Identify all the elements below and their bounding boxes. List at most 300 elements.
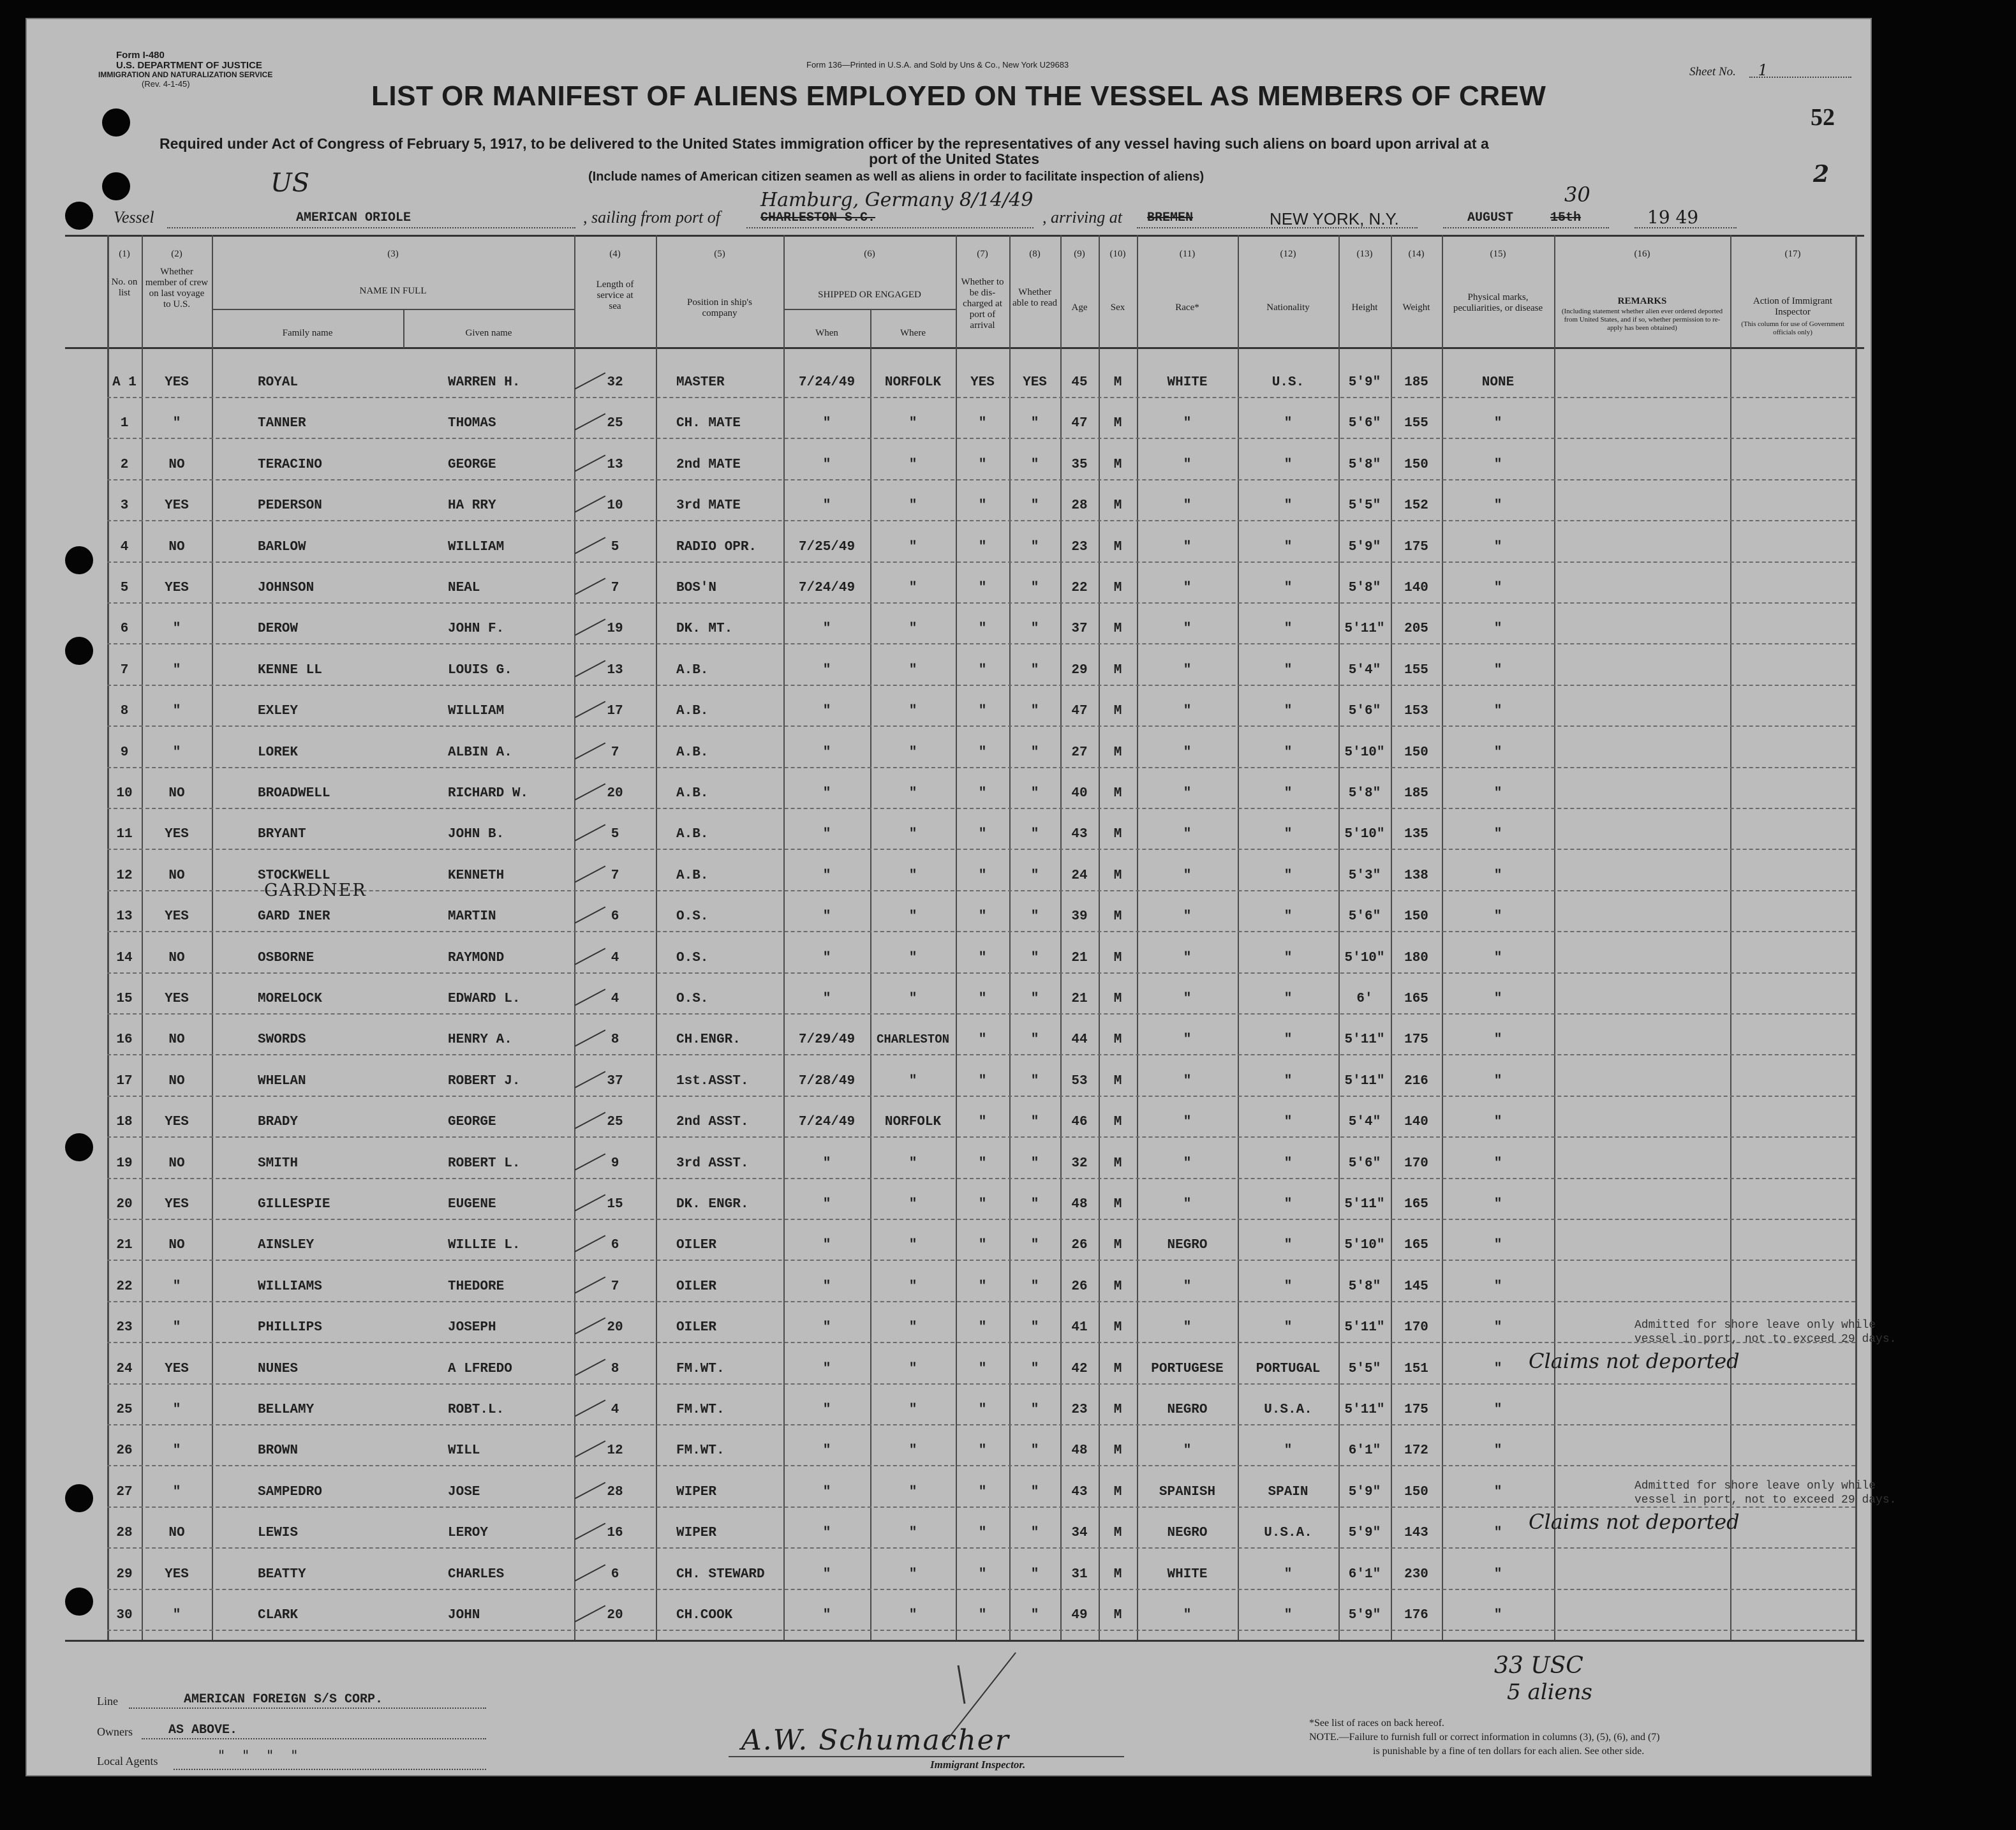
physical-marks-cell: " xyxy=(1493,786,1502,801)
list-number: 12 xyxy=(116,868,133,883)
race-cell: " xyxy=(1183,498,1192,514)
shipped-where-cell: " xyxy=(908,909,917,925)
agents-underline xyxy=(174,1769,486,1770)
discharged-cell: " xyxy=(978,868,987,883)
list-number: 28 xyxy=(116,1526,133,1541)
service-length-cell: 7 xyxy=(611,868,619,883)
column-number: (11) xyxy=(1179,249,1196,259)
subheader-line-6 xyxy=(783,309,956,310)
shipped-where-cell: " xyxy=(908,498,917,514)
age-cell: 35 xyxy=(1071,457,1088,472)
height-cell: 6'1" xyxy=(1348,1443,1381,1459)
column-number: (5) xyxy=(714,249,725,259)
owners-label: Owners xyxy=(97,1725,133,1738)
physical-marks-cell: " xyxy=(1493,1032,1502,1048)
row-rule xyxy=(107,1342,1855,1343)
nationality-cell: " xyxy=(1284,1566,1293,1582)
shipped-where-cell: " xyxy=(908,416,917,431)
race-cell: SPANISH xyxy=(1159,1484,1216,1499)
weight-cell: 180 xyxy=(1404,950,1428,965)
given-name-cell: NEAL xyxy=(448,581,480,595)
weight-cell: 165 xyxy=(1404,1197,1428,1212)
service-length-cell: 16 xyxy=(607,1526,623,1541)
physical-marks-cell: " xyxy=(1493,745,1502,760)
family-name-cell: BRADY xyxy=(258,1115,299,1130)
family-name-cell: DEROW xyxy=(258,621,299,637)
age-cell: 41 xyxy=(1071,1320,1088,1335)
date-underline xyxy=(1443,227,1609,228)
tally-line-1: 33 USC xyxy=(1494,1653,1583,1679)
age-cell: 53 xyxy=(1071,1073,1088,1089)
position-cell: OILER xyxy=(676,1238,717,1253)
sex-cell: M xyxy=(1113,868,1122,883)
family-name-cell: AINSLEY xyxy=(258,1238,315,1253)
punch-hole-mark xyxy=(65,1588,93,1616)
nationality-cell: " xyxy=(1284,1073,1293,1089)
given-name-cell: A LFREDO xyxy=(448,1361,512,1376)
row-rule xyxy=(107,438,1855,439)
header-when: When xyxy=(815,328,838,338)
race-cell: WHITE xyxy=(1167,1566,1208,1582)
given-name-cell: WILLIE L. xyxy=(448,1238,521,1253)
service-length-cell: 8 xyxy=(611,1361,619,1376)
position-cell: FM.WT. xyxy=(676,1361,725,1376)
age-cell: 28 xyxy=(1071,498,1088,514)
family-name-cell: WHELAN xyxy=(258,1073,306,1089)
service-length-cell: 7 xyxy=(611,745,619,760)
last-voyage-cell: YES xyxy=(165,1361,189,1376)
row-rule xyxy=(107,1054,1855,1055)
column-number: (3) xyxy=(387,249,399,259)
discharged-cell: " xyxy=(978,1361,987,1376)
nationality-cell: " xyxy=(1284,457,1293,472)
physical-marks-cell: " xyxy=(1493,1526,1502,1541)
age-cell: 47 xyxy=(1071,704,1088,719)
punch-hole-mark xyxy=(102,108,130,137)
stamp-number: 52 xyxy=(1811,104,1835,131)
nationality-cell: " xyxy=(1284,416,1293,431)
family-name-cell: BRYANT xyxy=(258,827,306,842)
row-rule xyxy=(107,1630,1855,1631)
family-name-cell: PHILLIPS xyxy=(258,1320,322,1335)
able-to-read-cell: " xyxy=(1030,416,1039,431)
physical-marks-cell: " xyxy=(1493,621,1502,637)
punch-hole-mark xyxy=(65,637,93,665)
service-length-cell: 5 xyxy=(611,539,619,554)
sex-cell: M xyxy=(1113,375,1122,390)
shipped-where-cell: " xyxy=(908,1361,917,1376)
inspector-signature: A.W. Schumacher xyxy=(741,1724,1010,1757)
shipped-when-cell: " xyxy=(822,416,831,431)
shipped-when-cell: " xyxy=(822,868,831,883)
race-cell: WHITE xyxy=(1167,375,1208,390)
family-name-cell: GILLESPIE xyxy=(258,1197,330,1212)
year-underline xyxy=(1634,227,1737,228)
sex-cell: M xyxy=(1113,909,1122,925)
physical-marks-cell: " xyxy=(1493,1115,1502,1130)
service-length-cell: 28 xyxy=(607,1484,623,1499)
sex-cell: M xyxy=(1113,539,1122,554)
weight-cell: 176 xyxy=(1404,1608,1428,1623)
able-to-read-cell: " xyxy=(1030,827,1039,842)
height-cell: 5'10" xyxy=(1344,745,1385,760)
discharged-cell: " xyxy=(978,1443,987,1459)
physical-marks-cell: " xyxy=(1493,581,1502,595)
position-cell: BOS'N xyxy=(676,581,717,595)
list-number: 5 xyxy=(120,581,129,595)
race-cell: " xyxy=(1183,1073,1192,1089)
weight-cell: 140 xyxy=(1404,581,1428,595)
race-cell: " xyxy=(1183,1443,1192,1459)
race-cell: " xyxy=(1183,1197,1192,1212)
owners-value: AS ABOVE. xyxy=(168,1723,238,1737)
nationality-cell: " xyxy=(1284,827,1293,842)
given-name-cell: ROBERT L. xyxy=(448,1156,521,1171)
given-name-cell: LOUIS G. xyxy=(448,662,512,678)
shipped-where-cell: NORFOLK xyxy=(884,1115,942,1130)
race-cell: " xyxy=(1183,457,1192,472)
header-inspector-note: (This column for use of Government officials only) xyxy=(1741,320,1844,336)
height-cell: 5'9" xyxy=(1348,1608,1381,1623)
arriving-struck: BREMEN xyxy=(1147,211,1194,225)
list-number: 20 xyxy=(116,1197,133,1212)
race-cell: " xyxy=(1183,704,1192,719)
weight-cell: 175 xyxy=(1404,1032,1428,1048)
discharged-cell: " xyxy=(978,1115,987,1130)
discharged-cell: YES xyxy=(970,375,995,390)
sex-cell: M xyxy=(1113,786,1122,801)
last-voyage-cell: YES xyxy=(165,1197,189,1212)
family-name-cell: BELLAMY xyxy=(258,1402,315,1417)
shipped-when-cell: 7/24/49 xyxy=(798,375,856,390)
failure-note-cont: is punishable by a fine of ten dollars for each alien. See other side. xyxy=(1373,1746,1645,1757)
service-length-cell: 25 xyxy=(607,416,623,431)
age-cell: 49 xyxy=(1071,1608,1088,1623)
service-length-cell: 20 xyxy=(607,786,623,801)
shipped-when-cell: 7/29/49 xyxy=(798,1032,856,1048)
claims-note: Claims not deported xyxy=(1529,1349,1740,1373)
claims-note: Claims not deported xyxy=(1529,1510,1740,1534)
family-name-cell: CLARK xyxy=(258,1608,299,1623)
header-bottom-border xyxy=(65,347,1864,349)
height-cell: 5'11" xyxy=(1344,1320,1385,1335)
physical-marks-cell: " xyxy=(1493,1320,1502,1335)
nationality-cell: U.S.A. xyxy=(1264,1526,1312,1541)
service-length-cell: 8 xyxy=(611,1032,619,1048)
column-rule xyxy=(656,235,657,1640)
age-cell: 24 xyxy=(1071,868,1088,883)
column-number: (2) xyxy=(171,249,182,259)
given-name-cell: WILL xyxy=(448,1443,480,1459)
header-position: Position in ship's company xyxy=(687,297,752,318)
header-no-on-list: No. on list xyxy=(111,277,138,298)
physical-marks-cell: " xyxy=(1493,539,1502,554)
row-rule xyxy=(107,1383,1855,1385)
able-to-read-cell: " xyxy=(1030,1361,1039,1376)
vessel-name: AMERICAN ORIOLE xyxy=(296,211,411,225)
able-to-read-cell: " xyxy=(1030,1608,1039,1623)
manifest-sheet xyxy=(26,18,1897,1776)
height-cell: 5'9" xyxy=(1348,1526,1381,1541)
position-cell: CH.ENGR. xyxy=(676,1032,741,1048)
discharged-cell: " xyxy=(978,950,987,965)
family-name-cell: SAMPEDRO xyxy=(258,1484,322,1499)
discharged-cell: " xyxy=(978,786,987,801)
weight-cell: 170 xyxy=(1404,1320,1428,1335)
height-cell: 5'10" xyxy=(1344,827,1385,842)
last-voyage-cell: YES xyxy=(165,992,189,1006)
sex-cell: M xyxy=(1113,621,1122,637)
owners-underline xyxy=(142,1738,486,1739)
given-name-cell: JOHN B. xyxy=(448,827,505,842)
age-cell: 46 xyxy=(1071,1115,1088,1130)
height-cell: 5'5" xyxy=(1348,498,1381,514)
shipped-when-cell: " xyxy=(822,1608,831,1623)
punch-hole-mark xyxy=(65,546,93,574)
shipped-when-cell: " xyxy=(822,1361,831,1376)
family-name-cell: PEDERSON xyxy=(258,498,322,514)
race-cell: " xyxy=(1183,1279,1192,1294)
row-rule xyxy=(107,520,1855,521)
header-nationality: Nationality xyxy=(1266,302,1310,313)
shipped-where-cell: NORFOLK xyxy=(884,375,942,390)
row-rule xyxy=(107,1506,1855,1508)
nationality-cell: " xyxy=(1284,1608,1293,1623)
row-rule xyxy=(107,890,1855,891)
shipped-where-cell: " xyxy=(908,1320,917,1335)
list-number: 27 xyxy=(116,1484,133,1499)
physical-marks-cell: " xyxy=(1493,1197,1502,1212)
race-cell: " xyxy=(1183,950,1192,965)
last-voyage-cell: NO xyxy=(168,786,185,801)
sex-cell: M xyxy=(1113,1320,1122,1335)
height-cell: 5'6" xyxy=(1348,416,1381,431)
position-cell: CH.COOK xyxy=(676,1608,733,1623)
column-number: (15) xyxy=(1490,249,1506,259)
age-cell: 23 xyxy=(1071,1402,1088,1417)
column-rule xyxy=(1060,235,1062,1640)
date-struck: 15th xyxy=(1550,211,1582,225)
height-cell: 5'8" xyxy=(1348,457,1381,472)
position-cell: 1st.ASST. xyxy=(676,1073,749,1089)
column-rule xyxy=(1338,235,1340,1640)
position-cell: WIPER xyxy=(676,1526,717,1541)
service-length-cell: 15 xyxy=(607,1197,623,1212)
shipped-when-cell: 7/24/49 xyxy=(798,1115,856,1130)
sex-cell: M xyxy=(1113,1156,1122,1171)
nationality-cell: " xyxy=(1284,992,1293,1006)
port-handwritten: Hamburg, Germany 8/14/49 xyxy=(760,189,1034,211)
revision-date: (Rev. 4-1-45) xyxy=(142,79,190,89)
height-cell: 5'3" xyxy=(1348,868,1381,883)
height-cell: 5'6" xyxy=(1348,909,1381,925)
row-rule xyxy=(107,562,1855,563)
given-name-cell: WILLIAM xyxy=(448,539,505,554)
height-cell: 5'5" xyxy=(1348,1361,1381,1376)
shipped-where-cell: " xyxy=(908,1526,917,1541)
shipped-when-cell: " xyxy=(822,1320,831,1335)
printer-line: Form 136—Printed in U.S.A. and Sold by Uns & Co., New York U29683 xyxy=(806,60,1069,70)
vessel-label: Vessel xyxy=(114,208,154,227)
able-to-read-cell: " xyxy=(1030,581,1039,595)
nationality-cell: " xyxy=(1284,621,1293,637)
given-name-cell: RAYMOND xyxy=(448,950,505,965)
last-voyage-cell: NO xyxy=(168,1073,185,1089)
discharged-cell: " xyxy=(978,992,987,1006)
discharged-cell: " xyxy=(978,909,987,925)
nationality-cell: " xyxy=(1284,1443,1293,1459)
shipped-when-cell: " xyxy=(822,1156,831,1171)
punch-hole-mark xyxy=(102,172,130,200)
given-name-cell: JOHN F. xyxy=(448,621,505,637)
race-cell: " xyxy=(1183,786,1192,801)
family-name-cell: LEWIS xyxy=(258,1526,299,1541)
shipped-where-cell: " xyxy=(908,1279,917,1294)
height-cell: 5'10" xyxy=(1344,1238,1385,1253)
race-cell: " xyxy=(1183,1032,1192,1048)
able-to-read-cell: " xyxy=(1030,621,1039,637)
shipped-where-cell: " xyxy=(908,786,917,801)
weight-cell: 185 xyxy=(1404,375,1428,390)
physical-marks-cell: " xyxy=(1493,1238,1502,1253)
physical-marks-cell: " xyxy=(1493,498,1502,514)
nationality-cell: " xyxy=(1284,1238,1293,1253)
service-length-cell: 6 xyxy=(611,1238,619,1253)
weight-cell: 216 xyxy=(1404,1073,1428,1089)
line-underline xyxy=(129,1707,486,1709)
position-cell: 3rd ASST. xyxy=(676,1156,749,1171)
service-length-cell: 7 xyxy=(611,1279,619,1294)
service-length-cell: 7 xyxy=(611,581,619,595)
position-cell: DK. ENGR. xyxy=(676,1197,749,1212)
age-cell: 27 xyxy=(1071,745,1088,760)
weight-cell: 150 xyxy=(1404,745,1428,760)
list-number: 22 xyxy=(116,1279,133,1294)
punch-hole-mark xyxy=(65,202,93,230)
column-rule xyxy=(574,235,575,1640)
height-cell: 5'4" xyxy=(1348,662,1381,678)
last-voyage-cell: " xyxy=(172,621,181,637)
subheader-line-3 xyxy=(212,309,574,310)
weight-cell: 145 xyxy=(1404,1279,1428,1294)
last-voyage-cell: NO xyxy=(168,1238,185,1253)
line-label: Line xyxy=(97,1695,118,1707)
weight-cell: 155 xyxy=(1404,662,1428,678)
service-length-cell: 17 xyxy=(607,704,623,719)
shipped-when-cell: " xyxy=(822,704,831,719)
service-length-cell: 9 xyxy=(611,1156,619,1171)
header-inspector-action: Action of Immigrant Inspector xyxy=(1753,296,1833,317)
weight-cell: 138 xyxy=(1404,868,1428,883)
age-cell: 48 xyxy=(1071,1197,1088,1212)
races-note: *See list of races on back hereof. xyxy=(1309,1718,1444,1729)
shore-leave-stamp: Admitted for shore leave only while vessel in port, not to exceed 29 days. xyxy=(1634,1319,1897,1346)
discharged-cell: " xyxy=(978,827,987,842)
sex-cell: M xyxy=(1113,498,1122,514)
physical-marks-cell: " xyxy=(1493,1156,1502,1171)
shipped-when-cell: " xyxy=(822,1443,831,1459)
row-rule xyxy=(107,1260,1855,1261)
list-number: 23 xyxy=(116,1320,133,1335)
weight-cell: 165 xyxy=(1404,992,1428,1006)
position-cell: 2nd MATE xyxy=(676,457,741,472)
able-to-read-cell: YES xyxy=(1023,375,1047,390)
sex-cell: M xyxy=(1113,1115,1122,1130)
column-number: (10) xyxy=(1109,249,1126,259)
list-number: 17 xyxy=(116,1073,133,1089)
sex-cell: M xyxy=(1113,1484,1122,1499)
sex-cell: M xyxy=(1113,745,1122,760)
race-cell: " xyxy=(1183,662,1192,678)
table-bottom-border xyxy=(65,1640,1864,1642)
nationality-cell: " xyxy=(1284,704,1293,719)
nationality-cell: " xyxy=(1284,1115,1293,1130)
shipped-when-cell: " xyxy=(822,662,831,678)
list-number: 4 xyxy=(120,539,129,554)
able-to-read-cell: " xyxy=(1030,1484,1039,1499)
list-number: 3 xyxy=(120,498,129,514)
discharged-cell: " xyxy=(978,1197,987,1212)
service-length-cell: 4 xyxy=(611,992,619,1006)
family-name-cell: BROWN xyxy=(258,1443,299,1459)
nationality-cell: " xyxy=(1284,1156,1293,1171)
given-name-cell: LEROY xyxy=(448,1526,489,1541)
sex-cell: M xyxy=(1113,1526,1122,1541)
physical-marks-cell: " xyxy=(1493,1443,1502,1459)
header-able-to-read: Whether able to read xyxy=(1012,287,1057,308)
weight-cell: 175 xyxy=(1404,1402,1428,1417)
shipped-where-cell: " xyxy=(908,950,917,965)
punch-hole-mark xyxy=(65,1133,93,1161)
age-cell: 26 xyxy=(1071,1238,1088,1253)
family-name-cell: BARLOW xyxy=(258,539,306,554)
race-cell: " xyxy=(1183,539,1192,554)
weight-cell: 175 xyxy=(1404,539,1428,554)
given-name-cell: MARTIN xyxy=(448,909,496,925)
date-month: AUGUST xyxy=(1467,211,1514,225)
row-rule xyxy=(107,1424,1855,1425)
shipped-when-cell: " xyxy=(822,1526,831,1541)
service-name: IMMIGRATION AND NATURALIZATION SERVICE xyxy=(98,70,273,79)
shipped-when-cell: " xyxy=(822,1402,831,1417)
shipped-where-cell: " xyxy=(908,1073,917,1089)
last-voyage-cell: NO xyxy=(168,457,185,472)
age-cell: 23 xyxy=(1071,539,1088,554)
age-cell: 47 xyxy=(1071,416,1088,431)
given-name-cell: ROBERT J. xyxy=(448,1073,521,1089)
shipped-where-cell: " xyxy=(908,704,917,719)
shipped-where-cell: " xyxy=(908,1197,917,1212)
line-value: AMERICAN FOREIGN S/S CORP. xyxy=(184,1692,383,1707)
age-cell: 31 xyxy=(1071,1566,1088,1582)
physical-marks-cell: " xyxy=(1493,909,1502,925)
position-cell: 3rd MATE xyxy=(676,498,741,514)
nationality-cell: " xyxy=(1284,950,1293,965)
discharged-cell: " xyxy=(978,1032,987,1048)
nationality-cell: " xyxy=(1284,909,1293,925)
list-number: 18 xyxy=(116,1115,133,1130)
family-name-cell: EXLEY xyxy=(258,704,299,719)
weight-cell: 165 xyxy=(1404,1238,1428,1253)
height-cell: 5'11" xyxy=(1344,1032,1385,1048)
last-voyage-cell: " xyxy=(172,1279,181,1294)
service-length-cell: 25 xyxy=(607,1115,623,1130)
height-cell: 5'11" xyxy=(1344,621,1385,637)
column-number: (16) xyxy=(1634,249,1650,259)
department-name: U.S. DEPARTMENT OF JUSTICE xyxy=(116,60,262,71)
sex-cell: M xyxy=(1113,1361,1122,1376)
sheet-number: 1 xyxy=(1758,61,1768,79)
